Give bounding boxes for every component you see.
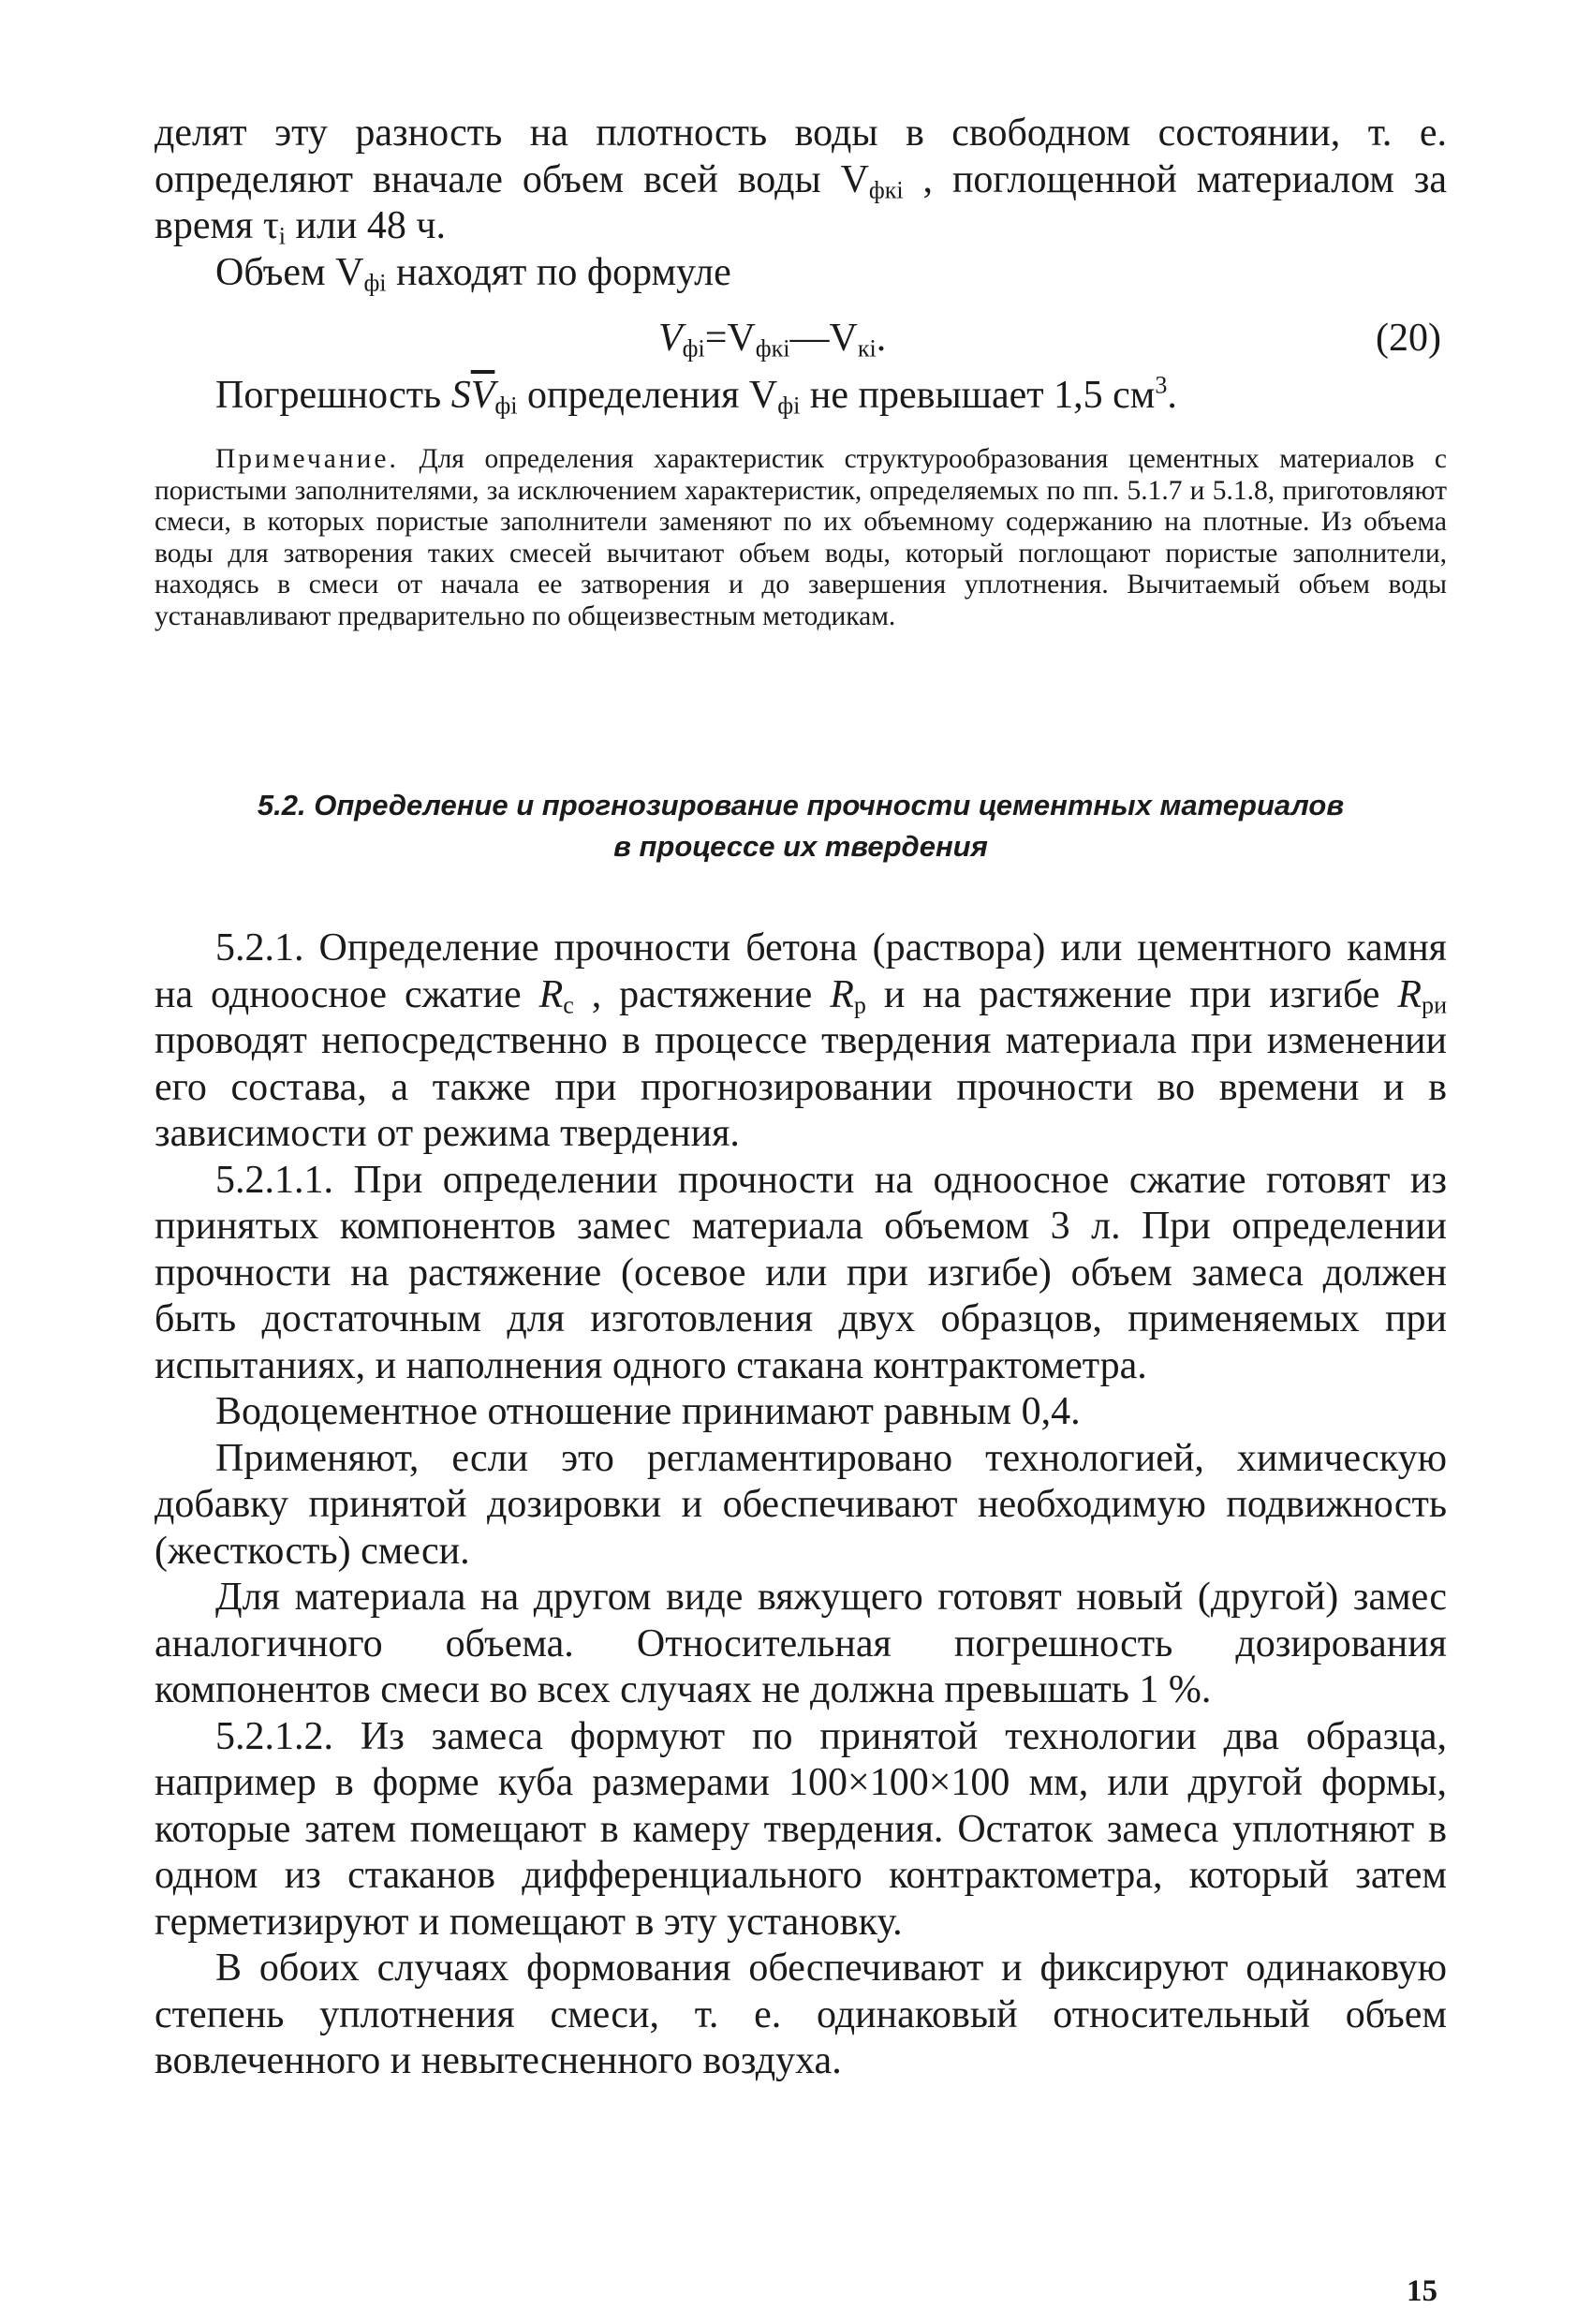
paragraph-5-2-1: 5.2.1. Определение прочности бетона (раствора) или цементного камня на одноосное сжатие $R_c$ , растяжение $R_p$ и на растяжение при изгибе $R_{ри}$ проводят непосредственно в процессе твердения материала при изменении его состава, а также при прогнозировании прочности во времени и в зависимости от режима твердения. — [155, 926, 1447, 1155]
error-block — [155, 373, 1447, 420]
paragraph-error: Погрешность $S\overline{V}_{фi}$ определения $V_{фi}$ не превышает 1,5 $см^3$. — [215, 371, 1177, 420]
paragraph-other-binder: Для материала на другом виде вяжущего готовят новый (другой) замес аналогичного объема. Относительная погрешность дозирования компонентов смеси во всех случаях не должна превышать 1 %. — [155, 1576, 1447, 1711]
formula-expression: $V_{фi}=V_{фкi}—V_{кi}$. — [658, 317, 887, 363]
paragraph-intro: делят эту разность на плотность воды в свободном состоянии, т. е. определяют вначале объем всей воды $V_{фкi}$ , поглощенной материалом за время $\tau_i$ или 48 ч. — [155, 111, 1447, 250]
formula-number: (20) — [1376, 317, 1441, 360]
intro-block — [155, 111, 1447, 296]
paragraph-additive: Применяют, если это регламентировано технологией, химическую добавку принятой дозировки и обеспечивают необходимую подвижность (жесткость) смеси. — [155, 1436, 1447, 1573]
paragraph-compaction: В обоих случаях формования обеспечивают и фиксируют одинаковую степень уплотнения смеси, т. е. одинаковый относительный объем вовлеченного и невытесненного воздуха. — [155, 1947, 1447, 2082]
note-block — [155, 444, 1447, 632]
section-heading: 5.2. Определение и прогнозирование прочности цементных материалов в процессе их твердения — [257, 789, 1345, 863]
paragraph-5-2-1-1: 5.2.1.1. При определении прочности на одноосное сжатие готовят из принятых компонентов замес материала объемом 3 л. При определении прочности на растяжение (осевое или при изгибе) объем замеса должен быть достаточным для изготовления двух образцов, применяемых при испытаниях, и наполнения одного стакана контрактометра. — [155, 1158, 1447, 1387]
paragraph-water-cement: Водоцементное отношение принимают равным 0,4. — [215, 1390, 1081, 1433]
formula-20 — [155, 315, 1447, 362]
page-number: 15 — [1407, 2274, 1437, 2308]
note-paragraph: Примечание. Для определения характеристик структурообразования цементных материалов с пористыми заполнителями, за исключением характеристик, определяемых по пп. 5.1.7 и 5.1.8, приготовляют смеси, в которых пористые заполнители заменяют по их объемному содержанию на плотные. Из объема воды для затворения таких смесей вычитают объем воды, который поглощают пористые заполнители, находясь в смеси от начала ее затворения и до завершения уплотнения. Вычитаемый объем воды устанавливают предварительно по общеизвестным методикам. — [155, 444, 1447, 631]
section-body — [155, 925, 1447, 2085]
paragraph-volume: Объем $V_{фi}$ находят по формуле — [215, 250, 731, 296]
note-label: Примечание. — [215, 444, 399, 474]
paragraph-5-2-1-2: 5.2.1.2. Из замеса формуют по принятой технологии два образца, например в форме куба размерами 100×100×100 мм, или другой формы, которые затем помещают в камеру твердения. Остаток замеса уплотняют в одном из стаканов дифференциального контрактометра, который затем герметизируют и помещают в эту установку. — [155, 1714, 1447, 1944]
